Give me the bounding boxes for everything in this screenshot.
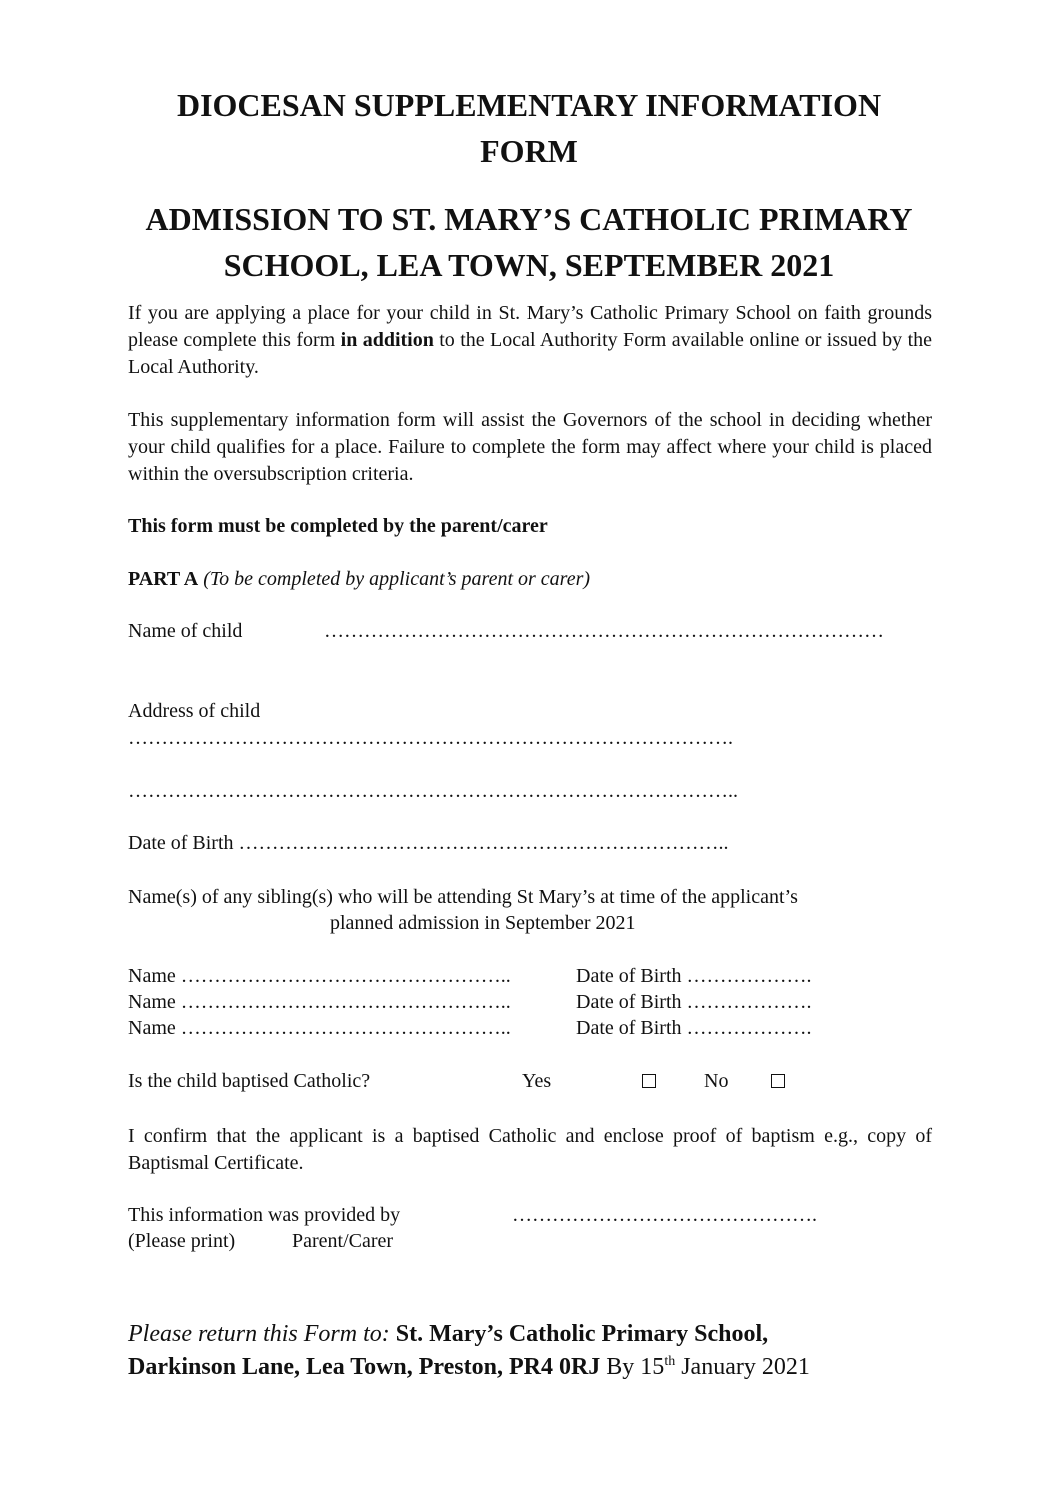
sibling-name-label: Name (128, 965, 176, 987)
baptism-no-checkbox[interactable] (771, 1074, 785, 1088)
sibling-name-field[interactable]: ………………………………………….. (180, 1017, 511, 1039)
baptism-no-label: No (704, 1070, 729, 1092)
child-address-field-2[interactable]: ……………………………………………………………………………….. (128, 780, 738, 802)
intro-paragraph-2: This supplementary information form will assist the Governors of the school in deciding whether your child qualifies for a place. Failure to complete the form may affect where your child is placed within the oversubscription criteria. (128, 409, 932, 485)
must-complete-note: This form must be completed by the parent/carer (128, 515, 548, 537)
please-print-label: (Please print) (128, 1230, 236, 1252)
sibling-name-field[interactable]: ………………………………………….. (180, 991, 511, 1013)
sibling-dob-label: Date of Birth (576, 991, 682, 1013)
admission-title-line1: ADMISSION TO ST. MARY’S CATHOLIC PRIMARY (145, 201, 913, 237)
baptism-confirmation: I confirm that the applicant is a baptised Catholic and enclose proof of baptism e.g., copy of Baptismal Certificate. (128, 1125, 932, 1174)
admission-title (100, 196, 958, 288)
siblings-intro-line2: planned admission in September 2021 (330, 912, 636, 934)
intro-p1-start: If you are applying a place for your child in St. Mary’s Catholic Primary School on faith grounds please complete this form (128, 302, 932, 351)
deadline-date: January 2021 (675, 1354, 810, 1380)
intro-p1-emphasis: in addition (340, 329, 434, 351)
sibling-name-label: Name (128, 991, 176, 1013)
return-instructions-line2 (128, 1351, 810, 1384)
sibling-dob-row (576, 989, 812, 1015)
sibling-name-row (128, 963, 511, 989)
child-dob-label: Date of Birth (128, 832, 234, 854)
provided-by-field[interactable]: ………………………………………. (512, 1204, 817, 1226)
sibling-name-field[interactable]: ………………………………………….. (180, 965, 511, 987)
return-label: Please return this Form to: (128, 1321, 390, 1347)
admission-title-line2: SCHOOL, LEA TOWN, SEPTEMBER 2021 (223, 247, 835, 283)
part-a-heading (128, 566, 590, 592)
child-dob-field[interactable]: ……………………………………………………………….. (238, 832, 729, 854)
child-address-label: Address of child (128, 700, 261, 722)
return-instructions-line1 (128, 1318, 768, 1351)
provided-by-label: This information was provided by (128, 1204, 401, 1226)
sibling-dob-field[interactable]: ………………. (686, 1017, 812, 1039)
form-title (100, 82, 958, 174)
sibling-dob-label: Date of Birth (576, 1017, 682, 1039)
intro-paragraph-1 (128, 300, 932, 381)
return-school-name: St. Mary’s Catholic Primary School, (395, 1321, 769, 1347)
child-name-field[interactable]: ………………………………………………………………………… (324, 620, 884, 642)
deadline-ordinal: th (664, 1354, 676, 1369)
deadline-prefix: By 15 (606, 1354, 665, 1380)
baptism-question: Is the child baptised Catholic? (128, 1070, 371, 1092)
child-dob-row (128, 830, 729, 856)
return-address: Darkinson Lane, Lea Town, Preston, PR4 0RJ (128, 1354, 601, 1380)
child-name-label: Name of child (128, 620, 243, 642)
sibling-name-row (128, 989, 511, 1015)
sibling-dob-row (576, 1015, 812, 1041)
parent-carer-label: Parent/Carer (292, 1230, 394, 1252)
sibling-dob-label: Date of Birth (576, 965, 682, 987)
return-deadline (606, 1354, 810, 1380)
sibling-dob-field[interactable]: ………………. (686, 991, 812, 1013)
sibling-name-label: Name (128, 1017, 176, 1039)
sibling-dob-row (576, 963, 812, 989)
part-a-label: PART A (128, 568, 199, 590)
baptism-yes-label: Yes (522, 1070, 552, 1092)
sibling-name-row (128, 1015, 511, 1041)
intro-p1-end: to the Local Authority Form available online or issued by the Local Authority. (128, 329, 932, 378)
siblings-intro-line1: Name(s) of any sibling(s) who will be attending St Mary’s at time of the applicant’s (128, 886, 798, 908)
form-title-line1: DIOCESAN SUPPLEMENTARY INFORMATION (176, 87, 882, 123)
form-title-line2: FORM (480, 133, 578, 169)
part-a-note: (To be completed by applicant’s parent or carer) (203, 568, 591, 590)
sibling-dob-field[interactable]: ………………. (686, 965, 812, 987)
child-address-field-1[interactable]: ………………………………………………………………………………. (128, 727, 733, 749)
baptism-yes-checkbox[interactable] (642, 1074, 656, 1088)
